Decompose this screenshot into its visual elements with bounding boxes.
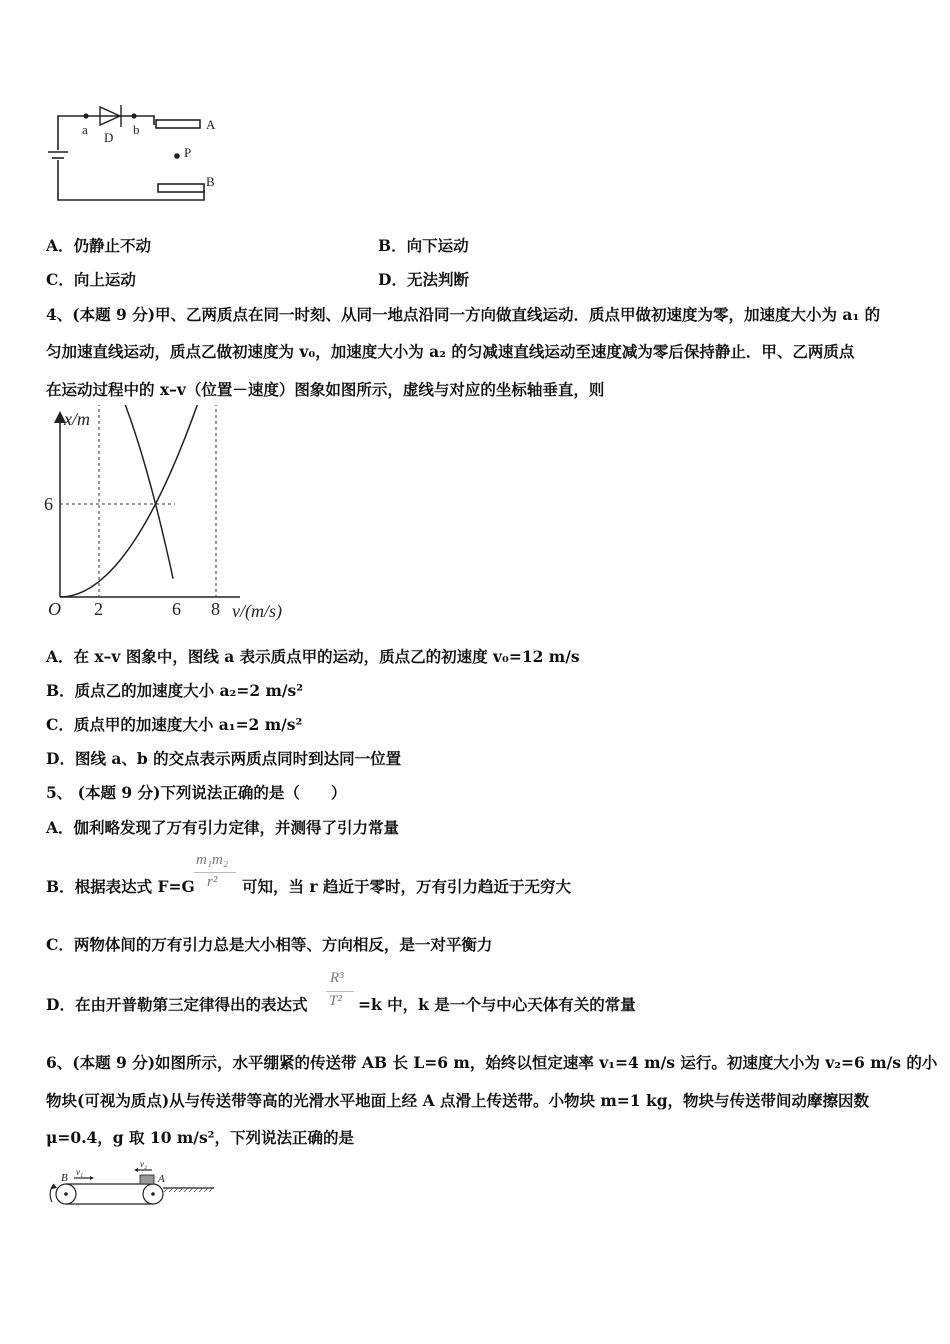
y-tick-6: 6 <box>44 494 53 514</box>
q5-option-b-denominator: r² <box>207 874 218 890</box>
q4-option-c: C．质点甲的加速度大小 a₁=2 m/s² <box>46 715 303 734</box>
q5-option-c: C．两物体间的万有引力总是大小相等、方向相反，是一对平衡力 <box>46 935 493 954</box>
q4-stem-line-2: 匀加速直线运动，质点乙做初速度为 v₀，加速度大小为 a₂ 的匀减速直线运动至速度减为零后保持静止．甲、乙两质点 <box>46 342 855 361</box>
fraction-bar <box>326 991 354 992</box>
node-b <box>131 113 136 118</box>
label-A: A <box>206 117 216 132</box>
label-B: B <box>206 174 215 189</box>
q5-stem: 5、 (本题 9 分)下列说法正确的是（ ） <box>46 783 347 802</box>
q5-option-d-denominator: T² <box>329 993 342 1009</box>
q4-option-a: A．在 x–v 图象中，图线 a 表示质点甲的运动，质点乙的初速度 v₀=12 m/s <box>46 647 580 666</box>
q5-option-b-numerator: m₁m₂ <box>196 852 229 868</box>
label-P: P <box>184 145 192 160</box>
belt-label-v2: v₂ <box>140 1159 148 1169</box>
x-tick-6: 6 <box>172 599 181 619</box>
node-a <box>83 113 88 118</box>
label-b: b <box>133 122 140 137</box>
x-tick-2: 2 <box>94 599 103 619</box>
conveyor-belt-diagram <box>42 1158 222 1210</box>
q4-option-d: D．图线 a、b 的交点表示两质点同时到达同一位置 <box>46 749 402 768</box>
series-a-line <box>60 405 216 597</box>
q3-option-a: A．仍静止不动 <box>46 236 152 255</box>
circuit-diagram <box>44 98 234 208</box>
axis-label-x: v/(m/s) <box>232 601 282 621</box>
q5-option-d-suffix: =k 中，k 是一个与中心天体有关的常量 <box>358 995 636 1014</box>
q5-option-d-prefix: D．在由开普勒第三定律得出的表达式 <box>46 995 308 1014</box>
q6-stem-line-1: 6、(本题 9 分)如图所示，水平绷紧的传送带 AB 长 L=6 m，始终以恒定速率 v₁=4 m/s 运行。初速度大小为 v₂=6 m/s 的小 <box>46 1053 938 1072</box>
label-d: D <box>104 130 114 145</box>
origin-label: O <box>48 599 61 619</box>
axis-label-y: x/m <box>64 409 90 429</box>
fraction-bar <box>194 872 236 873</box>
label-a: a <box>82 122 88 137</box>
q4-option-b: B．质点乙的加速度大小 a₂=2 m/s² <box>46 681 304 700</box>
belt-label-b: B <box>61 1172 68 1184</box>
belt-label-a: A <box>158 1173 165 1185</box>
q4-stem-line-1: 4、(本题 9 分)甲、乙两质点在同一时刻、从同一地点沿同一方向做直线运动．质点甲做初速度为零，加速度大小为 a₁ 的 <box>46 305 881 324</box>
q5-option-b-prefix: B．根据表达式 F=G <box>46 877 195 896</box>
q4-stem-line-3: 在运动过程中的 x–v（位置－速度）图象如图所示，虚线与对应的坐标轴垂直，则 <box>46 380 605 399</box>
block <box>140 1175 154 1184</box>
q3-option-c: C．向上运动 <box>46 270 136 289</box>
q6-stem-line-2: 物块(可视为质点)从与传送带等高的光滑水平地面上经 A 点滑上传送带。小物块 m=1 kg，物块与传送带间动摩擦因数 <box>46 1091 870 1110</box>
q3-option-d: D．无法判断 <box>378 270 469 289</box>
point-p <box>174 153 180 159</box>
x-tick-8: 8 <box>211 599 220 619</box>
q5-option-a: A．伽利略发现了万有引力定律，并测得了引力常量 <box>46 818 400 837</box>
belt-label-v1: v₁ <box>76 1167 84 1177</box>
series-b-line <box>60 405 173 579</box>
xv-graph <box>40 405 300 630</box>
q6-stem-line-3: μ=0.4，g 取 10 m/s²，下列说法正确的是 <box>46 1128 354 1147</box>
q5-option-b-suffix: 可知，当 r 趋近于零时，万有引力趋近于无穷大 <box>242 877 571 896</box>
q3-option-b: B．向下运动 <box>378 236 469 255</box>
q5-option-d-numerator: R³ <box>330 970 344 986</box>
